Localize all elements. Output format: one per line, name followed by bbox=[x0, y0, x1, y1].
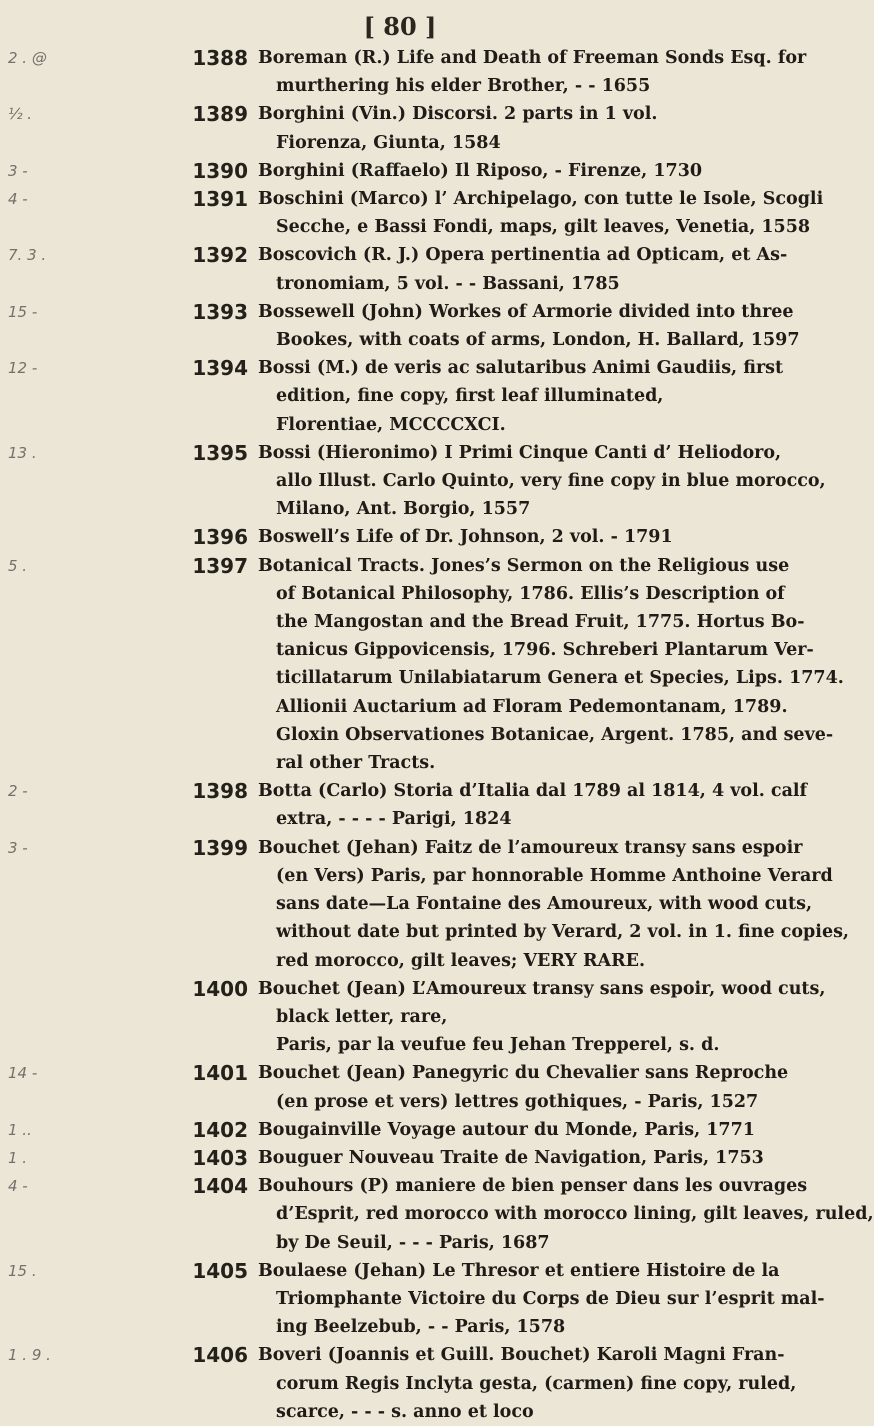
handwritten-price-annotation: 15 . bbox=[8, 1261, 37, 1280]
catalogue-entry bbox=[0, 1059, 800, 1115]
catalogue-entry bbox=[0, 157, 800, 185]
handwritten-price-annotation: 15 - bbox=[8, 302, 38, 321]
lot-number: 1393 bbox=[192, 299, 248, 324]
lot-number: 1400 bbox=[192, 976, 248, 1001]
lot-number: 1399 bbox=[192, 835, 248, 860]
page-number: [ 80 ] bbox=[363, 12, 437, 41]
description-line: sans date—La Fontaine des Amoureux, with wood cuts, bbox=[276, 894, 813, 915]
description-line: Bouchet (Jean) Panegyric du Chevalier sans Reproche bbox=[258, 1063, 789, 1084]
lot-number: 1402 bbox=[192, 1117, 248, 1142]
entry-description bbox=[258, 1144, 788, 1172]
description-line: Bookes, with coats of arms, London, H. Ballard, 1597 bbox=[276, 330, 800, 351]
description-line: (en Vers) Paris, par honnorable Homme Anthoine Verard bbox=[276, 865, 833, 886]
description-line: Boschini (Marco) l’ Archipelago, con tutte le Isole, Scogli bbox=[258, 189, 824, 210]
description-line: Boswell’s Life of Dr. Johnson, 2 vol. - 1791 bbox=[258, 527, 673, 548]
description-line: tronomiam, 5 vol. - - Bassani, 1785 bbox=[276, 273, 620, 294]
entry-description bbox=[258, 523, 788, 551]
lot-number: 1390 bbox=[192, 158, 248, 183]
entry-description bbox=[258, 552, 844, 778]
catalogue-entry bbox=[0, 975, 826, 1060]
description-line: Boulaese (Jehan) Le Thresor et entiere Histoire de la bbox=[258, 1260, 780, 1281]
lot-number: 1392 bbox=[192, 243, 248, 268]
catalogue-entry bbox=[0, 523, 800, 551]
description-line: black letter, rare, bbox=[276, 1006, 448, 1027]
description-line: edition, fine copy, first leaf illuminated, bbox=[276, 386, 664, 407]
handwritten-price-annotation: 5 . bbox=[8, 556, 28, 575]
description-line: ing Beelzebub, - - Paris, 1578 bbox=[276, 1317, 566, 1338]
handwritten-price-annotation: 1 .. bbox=[8, 1120, 32, 1139]
catalogue-entry bbox=[0, 185, 824, 241]
catalogue-entry bbox=[0, 439, 826, 524]
description-line: Botta (Carlo) Storia d’Italia dal 1789 al 1814, 4 vol. calf bbox=[258, 781, 808, 802]
catalogue-entry bbox=[0, 241, 800, 297]
description-line: Gloxin Observationes Botanicae, Argent. 1785, and seve- bbox=[276, 724, 834, 745]
lot-number: 1391 bbox=[192, 187, 248, 212]
entry-description bbox=[258, 1257, 825, 1342]
entry-description bbox=[258, 1341, 797, 1426]
entry-description bbox=[258, 1059, 788, 1115]
description-line: without date but printed by Verard, 2 vol. in 1. fine copies, bbox=[276, 922, 850, 943]
entry-description bbox=[258, 100, 788, 156]
handwritten-price-annotation: 2 . @ bbox=[8, 49, 47, 67]
catalogue-entry bbox=[0, 777, 808, 833]
entry-description bbox=[258, 834, 850, 975]
description-line: Paris, par la veufue feu Jehan Trepperel, s. d. bbox=[276, 1035, 720, 1056]
handwritten-price-annotation: 2 - bbox=[8, 782, 28, 801]
catalogue-entry bbox=[0, 354, 800, 439]
entry-description bbox=[258, 354, 788, 439]
catalogue-entry bbox=[0, 1341, 800, 1426]
description-line: red morocco, gilt leaves; VERY RARE. bbox=[276, 950, 646, 971]
description-line: Bouhours (P) maniere de bien penser dans les ouvrages bbox=[258, 1176, 808, 1197]
entry-description bbox=[258, 157, 788, 185]
catalogue-entry bbox=[0, 834, 850, 975]
description-line: by De Seuil, - - - Paris, 1687 bbox=[276, 1232, 550, 1253]
description-line: Borghini (Vin.) Discorsi. 2 parts in 1 vol. bbox=[258, 104, 658, 125]
description-line: (en prose et vers) lettres gothiques, - Paris, 1527 bbox=[276, 1091, 759, 1112]
description-line: Bouguer Nouveau Traite de Navigation, Paris, 1753 bbox=[258, 1147, 764, 1168]
lot-number: 1397 bbox=[192, 553, 248, 578]
description-line: of Botanical Philosophy, 1786. Ellis’s Description of bbox=[276, 583, 785, 604]
entry-description bbox=[258, 44, 807, 100]
description-line: murthering his elder Brother, - - 1655 bbox=[276, 76, 651, 97]
handwritten-price-annotation: 1 . 9 . bbox=[8, 1346, 51, 1365]
description-line: Bougainville Voyage autour du Monde, Paris, 1771 bbox=[258, 1119, 755, 1140]
description-line: allo Illust. Carlo Quinto, very fine copy in blue morocco, bbox=[276, 471, 826, 492]
lot-number: 1406 bbox=[192, 1343, 248, 1368]
description-line: ticillatarum Unilabiatarum Genera et Species, Lips. 1774. bbox=[276, 668, 844, 689]
description-line: extra, - - - - Parigi, 1824 bbox=[276, 809, 512, 830]
entry-description bbox=[258, 241, 788, 297]
description-line: Bossi (Hieronimo) I Primi Cinque Canti d’ Heliodoro, bbox=[258, 442, 782, 463]
entry-description bbox=[258, 777, 808, 833]
handwritten-price-annotation: 12 - bbox=[8, 359, 38, 378]
description-line: corum Regis Inclyta gesta, (carmen) fine copy, ruled, bbox=[276, 1373, 797, 1394]
entry-description bbox=[258, 185, 824, 241]
lot-number: 1405 bbox=[192, 1258, 248, 1283]
entry-description bbox=[258, 439, 826, 524]
lot-number: 1401 bbox=[192, 1061, 248, 1086]
description-line: Secche, e Bassi Fondi, maps, gilt leaves, Venetia, 1558 bbox=[276, 217, 811, 238]
description-line: Bossi (M.) de veris ac salutaribus Animi Gaudiis, first bbox=[258, 358, 784, 379]
entry-description bbox=[258, 1172, 874, 1257]
catalogue-entry bbox=[0, 1116, 800, 1144]
handwritten-price-annotation: 14 - bbox=[8, 1064, 38, 1083]
description-line: Allionii Auctarium ad Floram Pedemontanam, 1789. bbox=[276, 696, 788, 717]
description-line: Borghini (Raffaelo) Il Riposo, - Firenze, 1730 bbox=[258, 160, 703, 181]
handwritten-price-annotation: ½ . bbox=[8, 105, 33, 124]
description-line: Bouchet (Jehan) Faitz de l’amoureux transy sans espoir bbox=[258, 837, 803, 858]
description-line: the Mangostan and the Bread Fruit, 1775. Hortus Bo- bbox=[276, 612, 805, 633]
catalogue-entry bbox=[0, 100, 800, 156]
lot-number: 1398 bbox=[192, 779, 248, 804]
handwritten-price-annotation: 13 . bbox=[8, 443, 37, 462]
description-line: Boveri (Joannis et Guill. Bouchet) Karoli Magni Fran- bbox=[258, 1345, 785, 1366]
entry-list bbox=[0, 44, 874, 1426]
handwritten-price-annotation: 1 . bbox=[8, 1148, 28, 1167]
catalogue-entry bbox=[0, 1144, 800, 1172]
lot-number: 1404 bbox=[192, 1174, 248, 1199]
handwritten-price-annotation: 4 - bbox=[8, 1177, 28, 1196]
description-line: Boreman (R.) Life and Death of Freeman Sonds Esq. for bbox=[258, 48, 807, 68]
catalogue-entry bbox=[0, 552, 844, 778]
lot-number: 1394 bbox=[192, 356, 248, 381]
lot-number: 1395 bbox=[192, 440, 248, 465]
catalogue-entry bbox=[0, 298, 800, 354]
entry-description bbox=[258, 1116, 788, 1144]
handwritten-price-annotation: 7. 3 . bbox=[8, 246, 47, 265]
lot-number: 1388 bbox=[192, 46, 248, 70]
entry-description bbox=[258, 298, 800, 354]
catalogue-entry bbox=[0, 1172, 874, 1257]
description-line: Fiorenza, Giunta, 1584 bbox=[276, 132, 501, 153]
entry-description bbox=[258, 975, 826, 1060]
handwritten-price-annotation: 3 - bbox=[8, 838, 28, 857]
lot-number: 1396 bbox=[192, 525, 248, 550]
description-line: Milano, Ant. Borgio, 1557 bbox=[276, 499, 531, 520]
handwritten-price-annotation: 4 - bbox=[8, 190, 28, 209]
description-line: d’Esprit, red morocco with morocco lining, gilt leaves, ruled, bbox=[276, 1204, 874, 1225]
description-line: Botanical Tracts. Jones’s Sermon on the Religious use bbox=[258, 555, 790, 576]
description-line: scarce, - - - s. anno et loco bbox=[276, 1401, 534, 1422]
lot-number: 1403 bbox=[192, 1145, 248, 1170]
description-line: Bossewell (John) Workes of Armorie divided into three bbox=[258, 301, 794, 322]
catalogue-entry bbox=[0, 44, 807, 100]
lot-number: 1389 bbox=[192, 102, 248, 127]
catalogue-entry bbox=[0, 1257, 825, 1342]
description-line: Triomphante Victoire du Corps de Dieu sur l’esprit mal- bbox=[276, 1288, 825, 1309]
description-line: Boscovich (R. J.) Opera pertinentia ad Opticam, et As- bbox=[258, 245, 788, 266]
handwritten-price-annotation: 3 - bbox=[8, 161, 28, 180]
description-line: ral other Tracts. bbox=[276, 753, 436, 774]
description-line: Florentiae, MCCCCXCI. bbox=[276, 414, 506, 435]
description-line: Bouchet (Jean) L’Amoureux transy sans espoir, wood cuts, bbox=[258, 978, 826, 999]
description-line: tanicus Gippovicensis, 1796. Schreberi Plantarum Ver- bbox=[276, 640, 814, 661]
